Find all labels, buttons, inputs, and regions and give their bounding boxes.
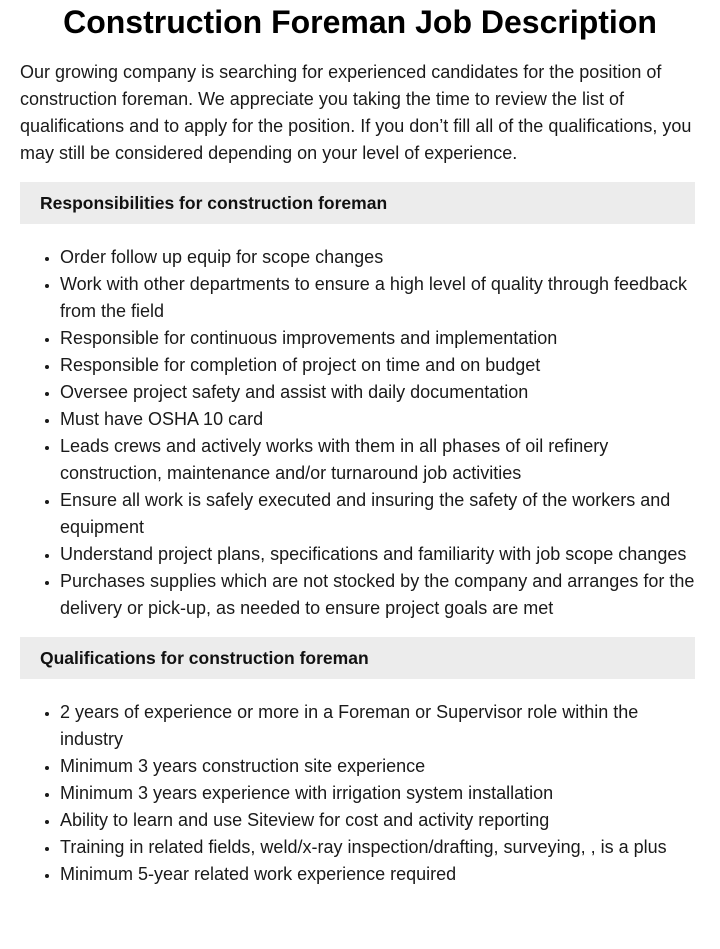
- list-item: • Ability to learn and use Siteview for cost and activity reporting: [60, 807, 695, 834]
- list-item: • Purchases supplies which are not stocked by the company and arranges for the delivery or pick-up, as needed to ensure project goals are met: [60, 568, 695, 622]
- list-item: • Minimum 3 years experience with irrigation system installation: [60, 780, 695, 807]
- list-item: • Understand project plans, specifications and familiarity with job scope changes: [60, 541, 695, 568]
- list-item: • Ensure all work is safely executed and insuring the safety of the workers and equipment: [60, 487, 695, 541]
- list-item: • Must have OSHA 10 card: [60, 406, 695, 433]
- responsibilities-heading: Responsibilities for construction foreman: [20, 182, 695, 224]
- list-item: • Minimum 5-year related work experience required: [60, 861, 695, 888]
- list-item: • Training in related fields, weld/x-ray inspection/drafting, surveying, , is a plus: [60, 834, 695, 861]
- list-item: • Minimum 3 years construction site experience: [60, 753, 695, 780]
- list-item: • Leads crews and actively works with them in all phases of oil refinery construction, maintenance and/or turnaround job activities: [60, 433, 695, 487]
- intro-paragraph: Our growing company is searching for experienced candidates for the position of construction foreman. We appreciate you taking the time to review the list of qualifications and to apply for the position. If you don’t fill all of the qualifications, you may still be considered depending on your level of experience.: [20, 62, 692, 163]
- responsibilities-list: [0, 244, 695, 622]
- list-item: • Responsible for continuous improvements and implementation: [60, 325, 695, 352]
- list-item: • Work with other departments to ensure a high level of quality through feedback from the field: [60, 271, 695, 325]
- list-item: • 2 years of experience or more in a Foreman or Supervisor role within the industry: [60, 699, 695, 753]
- page-title: Construction Foreman Job Description: [63, 4, 657, 40]
- list-item: • Oversee project safety and assist with daily documentation: [60, 379, 695, 406]
- list-item: • Responsible for completion of project on time and on budget: [60, 352, 695, 379]
- list-item: • Order follow up equip for scope changes: [60, 244, 695, 271]
- qualifications-list: [0, 699, 695, 888]
- qualifications-heading: Qualifications for construction foreman: [20, 637, 695, 679]
